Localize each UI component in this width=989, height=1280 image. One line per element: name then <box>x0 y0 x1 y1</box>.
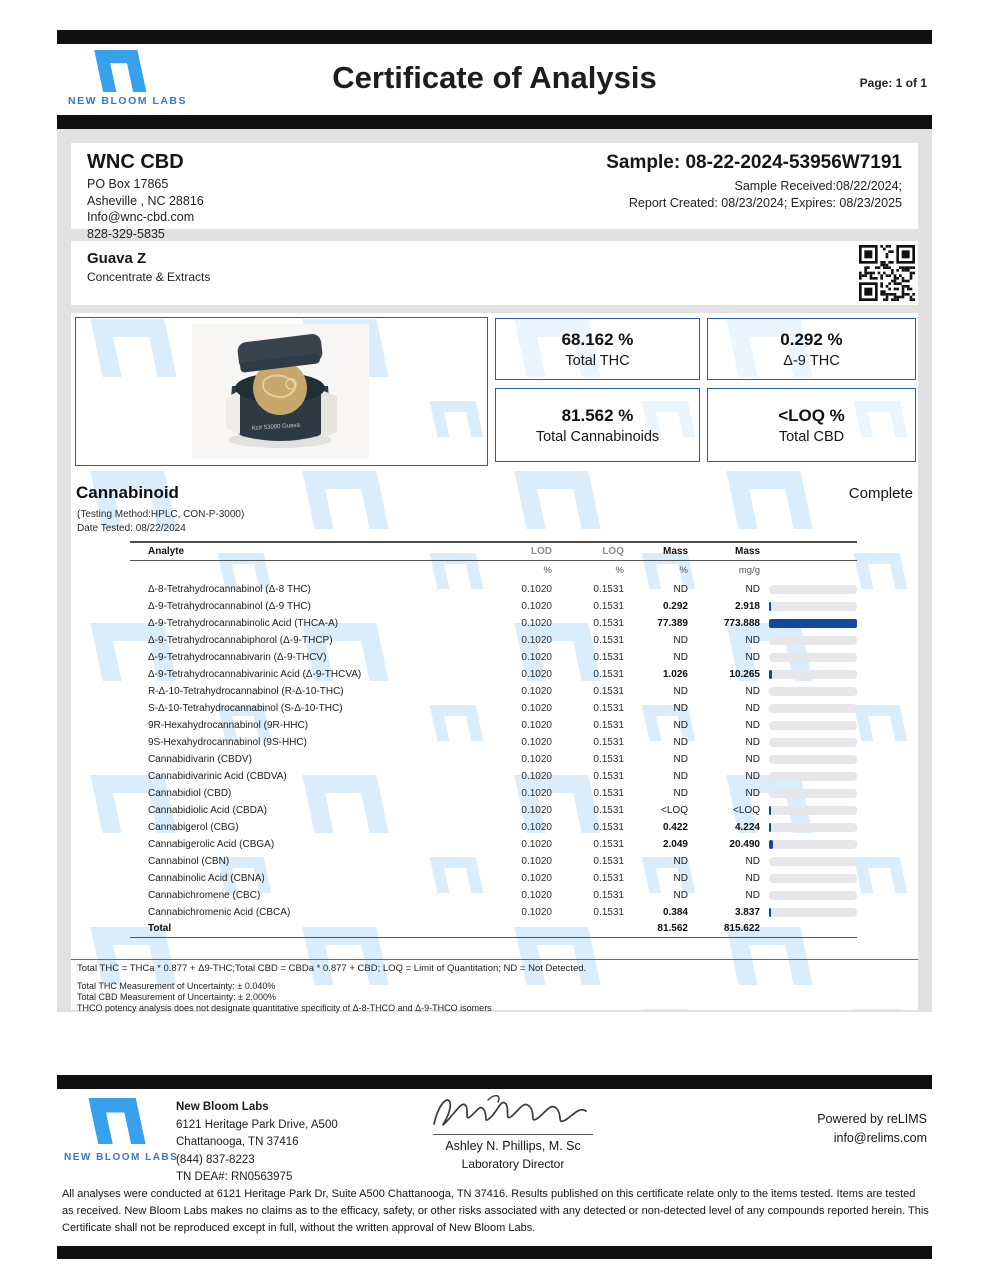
uncertainty-notes <box>77 981 492 1014</box>
footnote-divider <box>71 959 918 960</box>
summary-total-thc <box>495 318 700 380</box>
mass-bar-track <box>769 653 857 662</box>
analyte-row: Cannabigerolic Acid (CBGA) 0.1020 0.1531 2.049 20.490 <box>130 836 857 853</box>
mass-bar-track <box>769 738 857 747</box>
mass-bar-track <box>769 891 857 900</box>
mass-bar-track <box>769 908 857 917</box>
powered-by-text: Powered by reLIMS <box>817 1112 927 1126</box>
mass-bar-track <box>769 857 857 866</box>
mass-bar-track <box>769 602 857 611</box>
report-created-expires: Report Created: 08/23/2024; Expires: 08/23/2025 <box>628 196 902 210</box>
total-cannabinoids-value: 81.562 % <box>561 405 634 425</box>
mass-bar-track <box>769 687 857 696</box>
analyte-row: 9S-Hexahydrocannabinol (9S-HHC) 0.1020 0.1531 ND ND <box>130 734 857 751</box>
sample-id: Sample: 08-22-2024-53956W7191 <box>606 152 902 173</box>
section-status: Complete <box>848 485 913 502</box>
footer-address-line2: Chattanooga, TN 37416 <box>176 1136 299 1148</box>
svg-text:Kc# 53000 Guava: Kc# 53000 Guava <box>251 422 301 432</box>
analyte-row: Cannabinol (CBN) 0.1020 0.1531 ND ND <box>130 853 857 870</box>
uncertainty-thco: THCO potency analysis does not designate quantitative specificity of Δ-8-THCO and Δ-9-THCO isomers <box>77 1003 492 1013</box>
mass-bar-fill <box>769 840 773 849</box>
unit-loq: % <box>615 565 624 576</box>
mass-bar-fill <box>769 602 771 611</box>
uncertainty-cbd: Total CBD Measurement of Uncertainty: ± 2.000% <box>77 992 277 1002</box>
mass-bar-fill <box>769 619 857 628</box>
analyte-row: Cannabidiolic Acid (CBDA) 0.1020 0.1531 <LOQ <LOQ <box>130 802 857 819</box>
analyte-row: Cannabichromene (CBC) 0.1020 0.1531 ND ND <box>130 887 857 904</box>
analyte-row: Cannabichromenic Acid (CBCA) 0.1020 0.1531 0.384 3.837 <box>130 904 857 921</box>
mass-bar-fill <box>769 806 771 815</box>
legal-disclaimer: All analyses were conducted at 6121 Heritage Park Dr, Suite A500 Chattanooga, TN 37416. Results published on this certificate relate only to the items tested. Items are tested as received. New Bloom Labs makes no claims as to the efficacy, safety, or other risks associated with any detected or non-detected level of any compounds reported herein. This Certificate shall not be reproduced except in full, without the written approval of New Bloom Labs. <box>62 1188 929 1234</box>
lab-logo-text: NEW BLOOM LABS <box>68 95 187 107</box>
total-thc-value: 68.162 % <box>561 329 634 349</box>
unit-lod: % <box>543 565 552 576</box>
product-info-card <box>71 241 918 305</box>
footer-divider-bar <box>57 1075 932 1089</box>
analyte-row: Δ-9-Tetrahydrocannabivarinic Acid (Δ-9-THCVA) 0.1020 0.1531 1.026 10.265 <box>130 666 857 683</box>
results-card <box>71 313 918 1013</box>
analyte-row: Δ-9-Tetrahydrocannabinol (Δ-9 THC) 0.1020 0.1531 0.292 2.918 <box>130 598 857 615</box>
analyte-row: Δ-9-Tetrahydrocannabivarin (Δ-9-THCV) 0.1020 0.1531 ND ND <box>130 649 857 666</box>
signer-name: Ashley N. Phillips, M. Sc <box>445 1139 581 1153</box>
page-number: Page: 1 of 1 <box>859 76 927 90</box>
document-title: Certificate of Analysis <box>332 60 657 95</box>
signature-handwriting <box>418 1090 608 1132</box>
client-phone: 828-329-5835 <box>87 226 165 241</box>
analyte-row: Δ-9-Tetrahydrocannabinolic Acid (THCA-A) 0.1020 0.1531 77.389 773.888 <box>130 615 857 632</box>
sample-received-date: Sample Received:08/22/2024; <box>734 179 902 193</box>
analyte-row: Δ-9-Tetrahydrocannabiphorol (Δ-9-THCP) 0.1020 0.1531 ND ND <box>130 632 857 649</box>
mass-bar-track <box>769 619 857 628</box>
sample-info <box>606 152 902 212</box>
unit-mass-mg: mg/g <box>738 565 760 576</box>
col-header-mass-pct: Mass <box>662 546 688 557</box>
mass-bar-track <box>769 721 857 730</box>
total-cbd-label: Total CBD <box>778 428 845 445</box>
client-info-card <box>71 143 918 241</box>
total-row: Total 81.562 815.622 <box>130 921 857 937</box>
product-name: Guava Z <box>87 250 147 267</box>
mass-bar-track <box>769 840 857 849</box>
footer-lab-logo-text: NEW BLOOM LABS <box>64 1152 179 1163</box>
mass-bar-track <box>769 755 857 764</box>
analyte-row: Cannabigerol (CBG) 0.1020 0.1531 0.422 4.224 <box>130 819 857 836</box>
col-header-loq: LOQ <box>602 546 624 557</box>
section-title: Cannabinoid <box>76 483 179 502</box>
col-header-lod: LOD <box>530 546 552 557</box>
analyte-row: Cannabidivarin (CBDV) 0.1020 0.1531 ND ND <box>130 751 857 768</box>
col-header-analyte: Analyte <box>148 546 185 557</box>
analyte-row: Cannabidivarinic Acid (CBDVA) 0.1020 0.1531 ND ND <box>130 768 857 785</box>
analyte-row: Cannabinolic Acid (CBNA) 0.1020 0.1531 ND ND <box>130 870 857 887</box>
mass-bar-track <box>769 704 857 713</box>
footer-lab-name: New Bloom Labs <box>176 1101 269 1113</box>
powered-by-block <box>817 1110 927 1148</box>
client-name: WNC CBD <box>87 151 184 173</box>
powered-by-email: info@relims.com <box>833 1131 927 1145</box>
analyte-row: Δ-8-Tetrahydrocannabinol (Δ-8 THC) 0.1020 0.1531 ND ND <box>130 581 857 598</box>
cannabinoid-table <box>130 541 857 938</box>
mass-bar-track <box>769 670 857 679</box>
summary-total-cbd <box>707 388 916 462</box>
mass-bar-fill <box>769 823 771 832</box>
mass-bar-fill <box>769 908 771 917</box>
calculation-footnote: Total THC = THCa * 0.877 + Δ9-THC;Total CBD = CBDa * 0.877 + CBD; LOQ = Limit of Quantitation; ND = Not Detected. <box>77 963 587 974</box>
client-address-line1: PO Box 17865 <box>87 177 169 191</box>
mass-bar-track <box>769 789 857 798</box>
mass-bar-track <box>769 772 857 781</box>
mass-bar-track <box>769 823 857 832</box>
summary-total-cannabinoids <box>495 388 700 462</box>
uncertainty-thc: Total THC Measurement of Uncertainty: ± 0.040% <box>77 981 276 991</box>
d9-thc-value: 0.292 % <box>780 329 843 349</box>
total-cbd-value: <LOQ % <box>778 405 845 425</box>
header-divider-bar <box>57 115 932 129</box>
testing-method: (Testing Method:HPLC, CON-P-3000) <box>77 509 245 520</box>
client-email: Info@wnc-cbd.com <box>87 210 195 224</box>
signer-title: Laboratory Director <box>461 1157 565 1171</box>
footer-lab-logo <box>64 1098 179 1163</box>
product-photo <box>192 324 369 458</box>
signature-line <box>433 1134 593 1135</box>
mass-bar-track <box>769 806 857 815</box>
top-divider-bar <box>57 30 932 44</box>
date-tested: Date Tested: 08/22/2024 <box>77 523 186 534</box>
footer-dea-number: TN DEA#: RN0563975 <box>176 1171 293 1183</box>
footer-lab-address <box>176 1099 338 1187</box>
footer-address-line1: 6121 Heritage Park Drive, A500 <box>176 1118 338 1131</box>
summary-d9-thc <box>707 318 916 380</box>
signature-block <box>418 1090 608 1171</box>
product-category: Concentrate & Extracts <box>87 270 211 284</box>
client-address-line2: Asheville , NC 28816 <box>87 193 204 208</box>
analyte-row: S-Δ-10-Tetrahydrocannabinol (S-Δ-10-THC) 0.1020 0.1531 ND ND <box>130 700 857 717</box>
mass-bar-track <box>769 636 857 645</box>
col-header-mass-mg: Mass <box>734 546 760 557</box>
mass-bar-fill <box>769 670 772 679</box>
mass-bar-track <box>769 585 857 594</box>
bottom-divider-bar <box>57 1246 932 1259</box>
analyte-row: 9R-Hexahydrocannabinol (9R-HHC) 0.1020 0.1531 ND ND <box>130 717 857 734</box>
qr-code <box>859 245 915 301</box>
total-thc-label: Total THC <box>565 352 630 369</box>
mass-bar-track <box>769 874 857 883</box>
d9-thc-label: Δ-9 THC <box>783 352 840 369</box>
unit-mass-pct: % <box>679 565 688 576</box>
footer-phone: (844) 837-8223 <box>176 1153 255 1166</box>
analyte-row: Cannabidiol (CBD) 0.1020 0.1531 ND ND <box>130 785 857 802</box>
product-photo-frame <box>75 317 488 466</box>
new-bloom-labs-footer-logo-icon <box>86 1131 154 1148</box>
analyte-row: R-Δ-10-Tetrahydrocannabinol (R-Δ-10-THC) 0.1020 0.1531 ND ND <box>130 683 857 700</box>
total-cannabinoids-label: Total Cannabinoids <box>535 428 660 445</box>
